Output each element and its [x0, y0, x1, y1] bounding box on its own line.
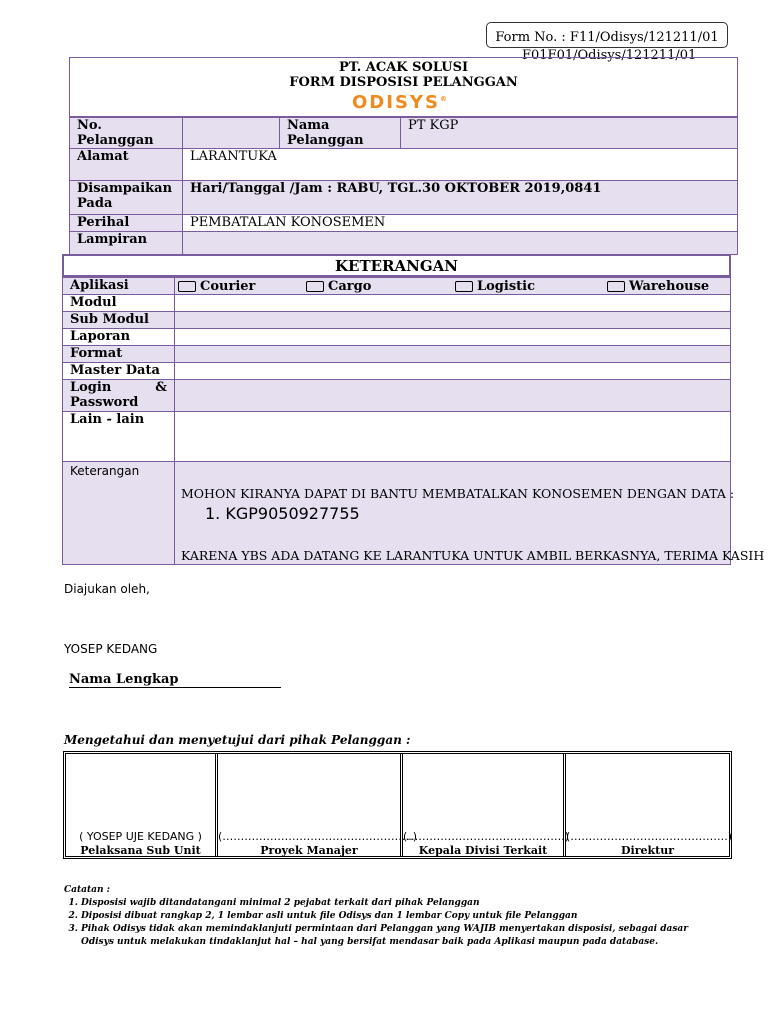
signer-name: (…………………………………….) [566, 830, 733, 843]
master-data-label: Master Data [63, 363, 175, 380]
lain-lain-value [175, 412, 731, 462]
company-name: PT. ACAK SOLUSI [338, 60, 469, 75]
login-word: Login [70, 380, 112, 395]
login-amp: & [155, 380, 167, 395]
modul-value [175, 295, 731, 312]
submitted-by-label: Diajukan oleh, [64, 582, 150, 596]
signature-table [63, 751, 732, 859]
lain-lain-label: Lain - lain [63, 412, 175, 462]
cargo-checkbox[interactable] [306, 281, 324, 292]
registered-mark: ® [439, 95, 447, 103]
notes-section [64, 884, 724, 949]
option-cargo[interactable] [306, 279, 371, 294]
sub-modul-value [175, 312, 731, 329]
master-data-value [175, 363, 731, 380]
logo-text: ODISYS [352, 92, 440, 113]
keterangan-label: Keterangan [63, 462, 175, 565]
logistic-label: Logistic [477, 279, 536, 294]
format-value [175, 346, 731, 363]
modul-label: Modul [63, 295, 175, 312]
option-logistic[interactable] [455, 279, 535, 294]
nama-pelanggan-value: PT KGP [401, 118, 738, 149]
keterangan-title: KETERANGAN [62, 254, 731, 277]
lampiran-label: Lampiran [70, 232, 183, 255]
login-password-label [63, 380, 175, 412]
signer-role: Direktur [620, 844, 674, 857]
note-item: 2. Diposisi dibuat rangkap 2, 1 lembar asli untuk file Odisys dan 1 lembar Copy untuk file Pelanggan [81, 910, 724, 923]
form-header [69, 57, 738, 117]
signature-col-kadiv [403, 754, 570, 857]
signature-col-direktur [566, 754, 733, 857]
form-number-sub: F01F01/Odisys/121211/01 [522, 48, 697, 63]
courier-checkbox[interactable] [178, 281, 196, 292]
customer-info-table [69, 117, 738, 255]
login-password-value [175, 380, 731, 412]
aplikasi-label: Aplikasi [63, 278, 175, 295]
form-number: Form No. : F11/Odisys/121211/01 [495, 30, 719, 45]
reason-line: KARENA YBS ADA DATANG KE LARANTUKA UNTUK AMBIL BERKASNYA, TERIMA KASIH [181, 548, 765, 563]
form-title: FORM DISPOSISI PELANGGAN [289, 75, 518, 90]
approval-caption: Mengetahui dan menyetujui dari pihak Pelanggan : [64, 733, 411, 747]
request-line: MOHON KIRANYA DAPAT DI BANTU MEMBATALKAN KONOSEMEN DENGAN DATA : [181, 486, 735, 501]
cargo-label: Cargo [328, 279, 372, 294]
format-label: Format [63, 346, 175, 363]
note-item: 3. Pihak Odisys tidak akan memindaklanjuti permintaan dari Pelanggan yang WAJIB menyertakan disposisi, sebagai dasar Odisys untuk melakukan tindaklanjut hal – hal yang bersifat mendasar baik pada Aplikasi maupun pada database. [81, 923, 724, 949]
option-courier[interactable] [178, 279, 255, 294]
logistic-checkbox[interactable] [455, 281, 473, 292]
submitter-name: YOSEP KEDANG [64, 642, 158, 656]
disampaikan-value: Hari/Tanggal /Jam : RABU, TGL.30 OKTOBER 2019,0841 [183, 181, 738, 215]
konosemen-number: KGP9050927755 [225, 504, 360, 523]
notes-list [64, 897, 724, 949]
signature-col-pm [218, 754, 418, 857]
odisys-logo [352, 92, 447, 113]
signer-name: (…………………………………….) [403, 830, 570, 843]
option-warehouse[interactable] [607, 279, 709, 294]
warehouse-checkbox[interactable] [607, 281, 625, 292]
note-item: 1. Disposisi wajib ditandatangani minimal 2 pejabat terkait dari pihak Pelanggan [81, 897, 724, 910]
signer-role: Pelaksana Sub Unit [80, 844, 201, 857]
signer-name: (…………………………………………….) [218, 830, 418, 843]
courier-label: Courier [200, 279, 256, 294]
aplikasi-options [175, 278, 731, 295]
sub-modul-label: Sub Modul [63, 312, 175, 329]
laporan-label: Laporan [63, 329, 175, 346]
signer-role: Kepala Divisi Terkait [418, 844, 548, 857]
no-pelanggan-label: No. Pelanggan [70, 118, 183, 149]
alamat-value: LARANTUKA [183, 149, 738, 181]
no-pelanggan-value [183, 118, 280, 149]
signature-col-sub-unit [66, 754, 218, 856]
keterangan-content [175, 462, 765, 565]
notes-title: Catatan : [64, 885, 110, 895]
form-number-box [486, 22, 728, 48]
signer-name: ( YOSEP UJE KEDANG ) [79, 830, 202, 843]
laporan-value [175, 329, 731, 346]
konosemen-item [205, 504, 360, 523]
password-word: Password [70, 395, 139, 410]
perihal-label: Perihal [70, 215, 183, 232]
alamat-label: Alamat [70, 149, 183, 181]
lampiran-value [183, 232, 738, 255]
keterangan-table [62, 277, 765, 565]
nama-pelanggan-label: Nama Pelanggan [280, 118, 401, 149]
name-caption: Nama Lengkap [69, 672, 281, 688]
perihal-value: PEMBATALAN KONOSEMEN [183, 215, 738, 232]
warehouse-label: Warehouse [629, 279, 710, 294]
disampaikan-label: Disampaikan Pada [70, 181, 183, 215]
signer-role: Proyek Manajer [260, 844, 358, 857]
item-number: 1. [205, 504, 221, 523]
